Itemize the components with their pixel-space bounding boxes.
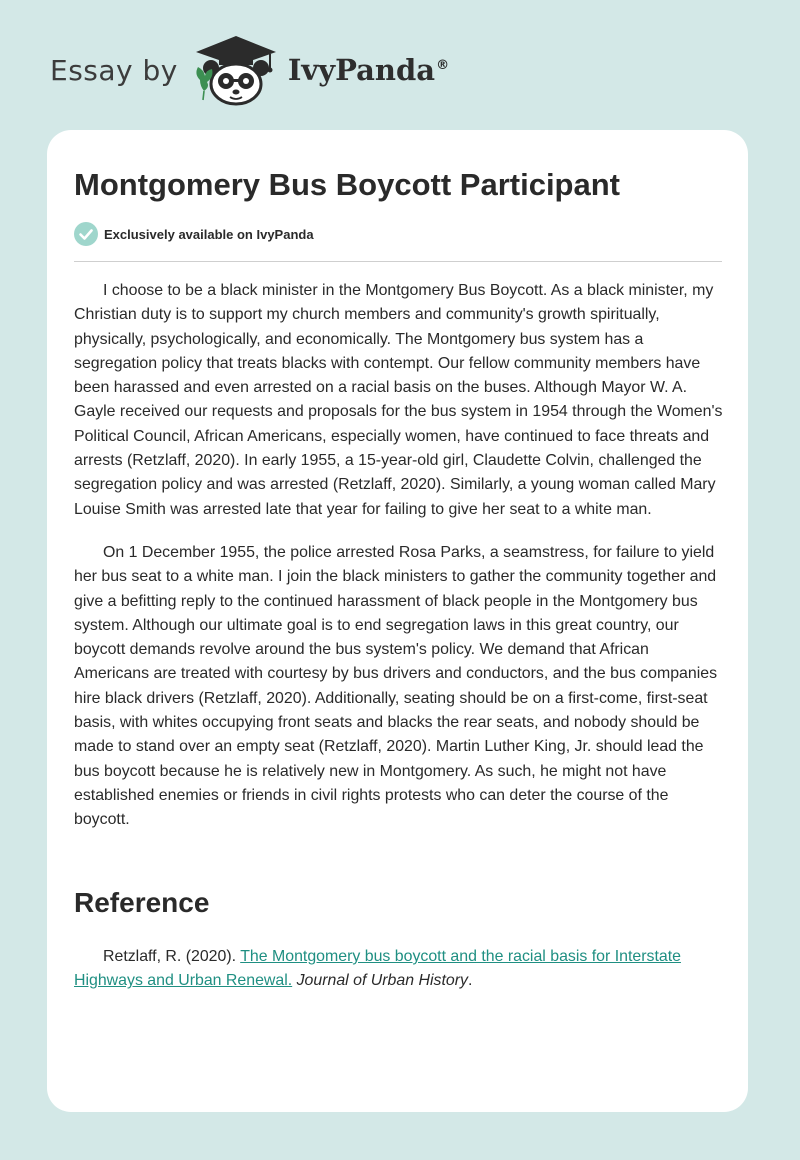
panda-logo-icon [192,34,280,106]
essay-body [74,279,724,852]
page-title: Montgomery Bus Boycott Participant [74,167,620,202]
reference-end: . [467,972,473,990]
reference-author: Retzlaff, R. (2020). [103,948,241,965]
reference-entry [74,945,724,994]
reference-heading: Reference [74,887,210,918]
divider [74,261,722,262]
reference-journal: Journal of Urban History [296,972,468,990]
reference-link[interactable]: The Montgomery bus boycott and the racial basis for Interstate Highways and Urban Renewal. [74,948,681,990]
paragraph: I choose to be a black minister in the Montgomery Bus Boycott. As a black minister, my Christian duty is to support my church members and community's growth spiritually, physically, psychologically, and economically. The Montgomery bus system has a segregation policy that treats blacks with contempt. Our fellow community members have been harassed and even arrested on a racial basis on the buses. Although Mayor W. A. Gayle received our requests and proposals for the bus system in 1954 through the Women's Political Council, African Americans, especially women, have continued to face threats and arrests (Retzlaff, 2020). In early 1955, a 15-year-old girl, Claudette Colvin, challenged the segregation policy and was arrested (Retzlaff, 2020). Similarly, a young woman called Mary Louise Smith was arrested late that year for failing to give her seat to a white man. [74,282,723,518]
brand-header [50,34,449,106]
paragraph: On 1 December 1955, the police arrested Rosa Parks, a seamstress, for failure to yield her bus seat to a white man. I join the black ministers to gather the community together and give a befitting reply to the continued harassment of black people in the Montgomery bus system. Although our ultimate goal is to end segregation laws in this great country, our boycott demands revolve around the bus system's policy. We demand that African Americans are treated with courtesy by bus drivers and conductors, and the bus companies hire black drivers (Retzlaff, 2020). Additionally, seating should be on a first-come, first-seat basis, with whites occupying front seats and blacks the rear seats, and nobody should be made to stand over an empty seat (Retzlaff, 2020). Martin Luther King, Jr. should lead the bus boycott because he is relatively new in Montgomery. As such, he might not have established enemies or friends in civil rights protests who can deter the course of the boycott. [74,543,718,829]
badge-label: Exclusively available on IvyPanda [104,226,314,242]
essay-card [47,130,748,1112]
brand-name[interactable]: IvyPanda® [287,53,450,87]
brand-prefix: Essay by [50,53,178,87]
exclusive-badge [74,222,314,246]
check-circle-icon [74,222,98,246]
